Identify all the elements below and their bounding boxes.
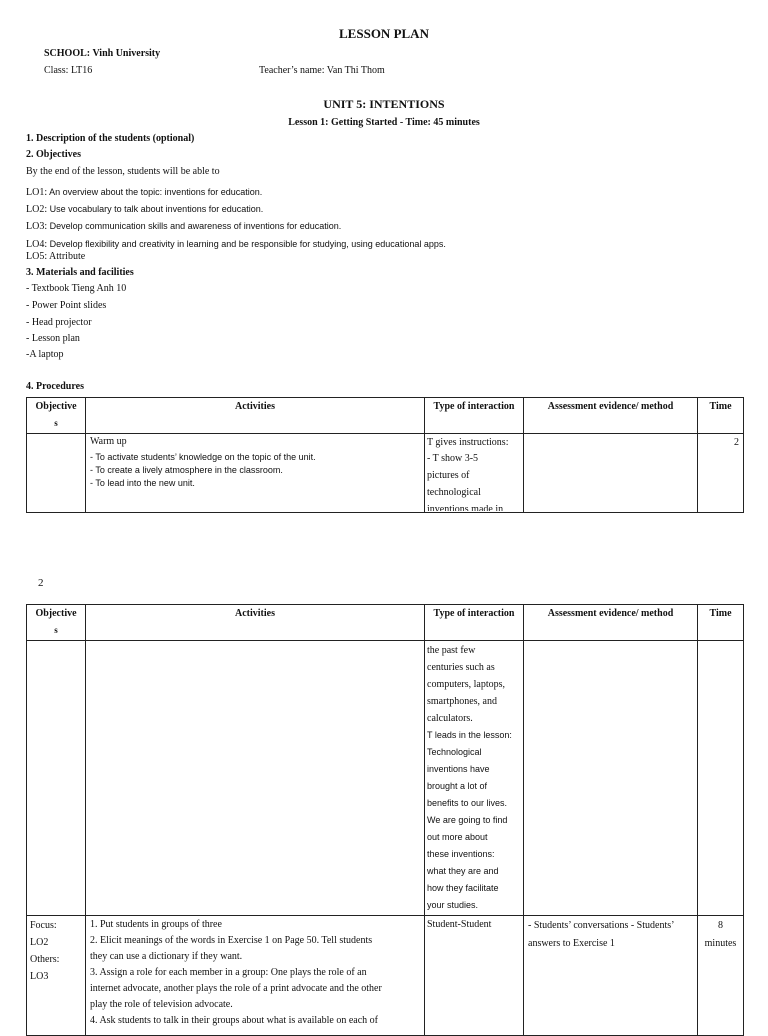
- interaction-line: centuries such as: [427, 662, 495, 673]
- activity-line: - To create a lively atmosphere in the classroom.: [90, 465, 283, 475]
- cell-objective: [27, 434, 86, 513]
- lo3-text: Develop communication skills and awareness of inventions for education.: [47, 221, 342, 231]
- interaction-line: how they facilitate: [427, 883, 499, 893]
- procedures-table-page1: [26, 397, 744, 513]
- section-description: 1. Description of the students (optional): [26, 133, 195, 144]
- assessment-line: answers to Exercise 1: [528, 938, 615, 949]
- interaction-line: Student-Student: [427, 919, 492, 930]
- material-projector: - Head projector: [26, 317, 92, 328]
- class-label: Class: LT16: [44, 65, 93, 76]
- cell-interaction: [425, 434, 524, 513]
- activity-title: Warm up: [90, 436, 127, 447]
- doc-title: LESSON PLAN: [339, 26, 429, 41]
- material-laptop: -A laptop: [26, 349, 64, 360]
- material-textbook: - Textbook Tieng Anh 10: [26, 283, 127, 294]
- cell-interaction: [425, 916, 524, 1036]
- lo4-code: LO4:: [26, 239, 48, 250]
- lo1-code: LO1:: [26, 187, 48, 198]
- activity-line: 3. Assign a role for each member in a group: One plays the role of an: [90, 967, 367, 978]
- teacher-name: Teacher’s name: Van Thi Thom: [259, 65, 385, 76]
- section-objectives: 2. Objectives: [26, 149, 81, 160]
- time-line: minutes: [704, 938, 737, 949]
- header-objectives: Objective s: [27, 605, 86, 641]
- cell-assessment: [524, 434, 698, 513]
- interaction-line: - T show 3-5: [427, 453, 479, 464]
- material-slides: - Power Point slides: [26, 300, 107, 311]
- objective-lo3: [26, 216, 341, 234]
- cell-activities: [86, 641, 425, 916]
- cell-assessment: [524, 641, 698, 916]
- cell-time: 2: [698, 434, 744, 513]
- interaction-line: computers, laptops,: [427, 679, 506, 690]
- cell-assessment: [524, 916, 698, 1036]
- interaction-line: T gives instructions:: [427, 437, 509, 448]
- activity-line: 2. Elicit meanings of the words in Exercise 1 on Page 50. Tell students: [90, 935, 373, 946]
- header-interaction: Type of interaction: [425, 605, 524, 641]
- cell-activities: [86, 434, 425, 513]
- activity-line: 1. Put students in groups of three: [90, 919, 222, 930]
- interaction-line: the past few: [427, 645, 476, 656]
- interaction-line: technological: [427, 487, 481, 498]
- activity-line: play the role of television advocate.: [90, 999, 233, 1010]
- header-assessment: Assessment evidence/ method: [524, 398, 698, 434]
- interaction-line: what they are and: [427, 866, 499, 876]
- assessment-line: - Students’ conversations - Students’: [528, 920, 675, 931]
- lo1-text: An overview about the topic: inventions for education.: [47, 187, 263, 197]
- table-row: [27, 916, 744, 1036]
- objectives-intro: By the end of the lesson, students will be able to: [26, 166, 220, 177]
- header-objectives: Objective s: [27, 398, 86, 434]
- interaction-line: Technological: [427, 747, 482, 757]
- objective-line: LO2: [30, 937, 49, 948]
- interaction-line: these inventions:: [427, 849, 495, 859]
- section-materials: 3. Materials and facilities: [26, 267, 134, 278]
- activity-line: they can use a dictionary if they want.: [90, 951, 243, 962]
- header-time: Time: [698, 605, 744, 641]
- interaction-line: your studies.: [427, 900, 479, 910]
- procedures-table-page2: [26, 604, 744, 1036]
- header-assessment: Assessment evidence/ method: [524, 605, 698, 641]
- objective-line: Focus:: [30, 920, 57, 931]
- header-activities: Activities: [86, 398, 425, 434]
- cell-time: [698, 641, 744, 916]
- cell-objective: [27, 641, 86, 916]
- lesson-title: Lesson 1: Getting Started - Time: 45 minutes: [288, 117, 480, 128]
- interaction-line: inventions made in: [427, 504, 504, 511]
- header-time: Time: [698, 398, 744, 434]
- cell-time: [698, 916, 744, 1036]
- table-row: [27, 641, 744, 916]
- activity-line: - To lead into the new unit.: [90, 478, 195, 488]
- header-activities: Activities: [86, 605, 425, 641]
- cell-objective: [27, 916, 86, 1036]
- interaction-line: out more about: [427, 832, 488, 842]
- table-header-row: [27, 605, 744, 641]
- cell-activities: [86, 916, 425, 1036]
- time-line: 8: [718, 920, 723, 931]
- page-number: 2: [38, 577, 44, 589]
- lo2-text: Use vocabulary to talk about inventions for education.: [47, 204, 264, 214]
- material-lesson-plan: - Lesson plan: [26, 333, 80, 344]
- activity-line: internet advocate, another plays the role of a print advocate and the other: [90, 983, 382, 994]
- interaction-line: calculators.: [427, 713, 473, 724]
- interaction-line: T leads in the lesson:: [427, 730, 512, 740]
- interaction-line: smartphones, and: [427, 696, 497, 707]
- lo4-text: Develop flexibility and creativity in learning and be responsible for studying, using educational apps.: [47, 239, 446, 249]
- objective-lo4: [26, 234, 446, 252]
- objective-lo5: LO5: Attribute: [26, 251, 86, 262]
- lo2-code: LO2:: [26, 204, 48, 215]
- objective-line: Others:: [30, 954, 60, 965]
- activity-line: - To activate students’ knowledge on the topic of the unit.: [90, 452, 316, 462]
- interaction-line: We are going to find: [427, 815, 508, 825]
- section-procedures: 4. Procedures: [26, 381, 84, 392]
- interaction-line: brought a lot of: [427, 781, 488, 791]
- school-name: SCHOOL: Vinh University: [44, 48, 161, 59]
- lo3-code: LO3:: [26, 221, 48, 232]
- objective-line: LO3: [30, 971, 49, 982]
- interaction-line: inventions have: [427, 764, 490, 774]
- cell-interaction: [425, 641, 524, 916]
- objective-lo1: [26, 182, 262, 200]
- header-interaction: Type of interaction: [425, 398, 524, 434]
- table-row: [27, 434, 744, 513]
- activity-line: 4. Ask students to talk in their groups about what is available on each of: [90, 1015, 378, 1026]
- table-header-row: [27, 398, 744, 434]
- interaction-line: pictures of: [427, 470, 470, 481]
- interaction-line: benefits to our lives.: [427, 798, 508, 808]
- unit-title: UNIT 5: INTENTIONS: [323, 97, 445, 111]
- objective-lo2: [26, 199, 263, 217]
